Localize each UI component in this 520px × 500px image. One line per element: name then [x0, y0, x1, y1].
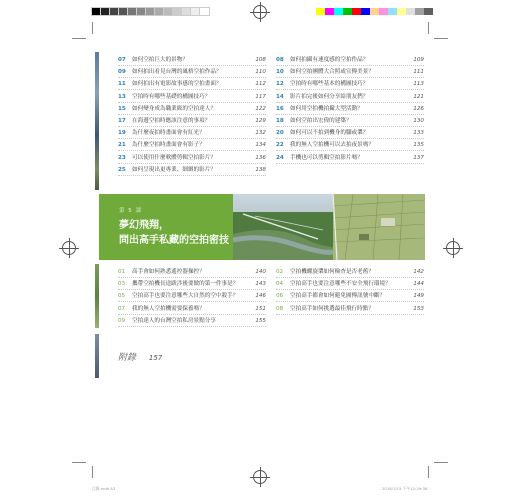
- toc-entry-page: 143: [255, 281, 266, 288]
- toc-entry-page: 140: [255, 269, 266, 275]
- toc-entry-number: 06: [276, 293, 284, 300]
- toc-entry: [276, 115, 424, 127]
- toc-entry: [276, 54, 424, 66]
- photo-strip: [95, 52, 99, 190]
- toc-entry-title: 空拍高手也要注意哪些不安全飛行環境？: [290, 281, 391, 288]
- toc-entry-title: 空拍高手也要注意哪些大自然的空中殺手？: [132, 293, 239, 300]
- toc-entry-page: 130: [413, 118, 424, 124]
- crop-mark: [92, 22, 93, 34]
- registration-mark-right: [446, 241, 460, 255]
- toc-entry-number: 03: [118, 281, 126, 288]
- toc-entry: [118, 127, 266, 139]
- crop-mark: [434, 38, 448, 39]
- appendix-label: 附錄: [118, 353, 137, 363]
- toc-entry-number: 23: [118, 154, 126, 161]
- toc-entry-title: 如何空拍出宏偉的建築？: [290, 118, 352, 124]
- toc-entry-title: 如何呈現出更專業、細緻的影片？: [132, 166, 216, 173]
- toc-entry-page: 146: [255, 293, 266, 300]
- toc-entry-page: 110: [255, 69, 266, 76]
- toc-entry: [276, 91, 424, 103]
- crop-mark: [72, 462, 86, 463]
- toc-entry: [118, 139, 266, 151]
- registration-mark-bottom: [253, 470, 267, 484]
- toc-entry-rule: [118, 326, 266, 327]
- toc-entry-number: 08: [276, 57, 284, 63]
- toc-entry-page: 129: [255, 118, 266, 124]
- toc-entry-title: 可以使用什麼軟體剪輯空拍影片？: [132, 154, 216, 161]
- toc-entry-title: 空拍時有哪些基本的構圖技巧？: [290, 81, 369, 88]
- toc-entry: [276, 266, 424, 278]
- toc-entry-page: 113: [413, 81, 424, 88]
- toc-entry-page: 136: [255, 154, 266, 161]
- crop-mark: [428, 466, 429, 478]
- toc-entry-page: 108: [255, 57, 266, 63]
- toc-entry-page: 144: [413, 281, 424, 288]
- toc-entry-page: 133: [413, 130, 424, 137]
- chapter-label: 第 5 課: [119, 208, 142, 214]
- crop-mark: [434, 462, 448, 463]
- registration-mark-top: [253, 5, 267, 19]
- toc-entry: [276, 103, 424, 115]
- toc-entry-number: 20: [276, 130, 284, 137]
- toc-entry-page: 155: [255, 317, 266, 324]
- appendix-page: 157: [148, 354, 163, 362]
- toc-entry-page: 111: [413, 69, 424, 76]
- toc-entry-page: 117: [255, 93, 266, 100]
- toc-entry-page: 138: [255, 166, 266, 173]
- footer-left: 目錄.indd A3: [92, 486, 116, 491]
- toc-entry-page: 126: [413, 105, 424, 112]
- toc-entry-number: 01: [118, 269, 126, 275]
- toc-entry-number: 21: [118, 142, 126, 149]
- toc-entry: [276, 66, 424, 78]
- toc-entry-number: 10: [276, 69, 284, 76]
- toc-entry-number: 11: [118, 81, 126, 88]
- toc-entry: [118, 290, 266, 302]
- toc-entry: [276, 78, 424, 90]
- toc-entry: [118, 115, 266, 127]
- toc-entry-page: 109: [413, 57, 424, 63]
- toc-entry-title: 為什麼空拍時畫面會有影子？: [132, 142, 205, 149]
- grayscale-bar: [92, 8, 209, 15]
- toc-entry-number: 07: [118, 57, 126, 63]
- toc-entry-number: 12: [276, 81, 284, 88]
- toc-entry: [118, 78, 266, 90]
- toc-entry-page: 134: [255, 142, 266, 149]
- crop-mark: [428, 22, 429, 34]
- appendix-entry: [118, 350, 162, 363]
- toc-entry-number: 13: [118, 93, 126, 100]
- toc-entry-title: 如何變身成為職業級的空拍達人？: [132, 105, 216, 112]
- toc-entry-number: 16: [276, 105, 284, 112]
- toc-entry-page: 137: [413, 154, 424, 161]
- toc-entry-page: 121: [413, 93, 424, 100]
- toc-entry-number: 07: [118, 305, 126, 312]
- toc-entry-title: 空拍高手都會如何避免圖傳訊號中斷？: [290, 293, 386, 300]
- toc-entry-title: 空拍機螺旋槳如何檢查是否老舊？: [290, 269, 374, 275]
- toc-entry-title: 手機也可以剪輯空拍影片嗎？: [290, 154, 363, 161]
- toc-entry-rule: [276, 163, 424, 164]
- toc-entry-title: 在海邊空拍時應該注意的事項？: [132, 118, 211, 124]
- toc-entry-number: 09: [118, 317, 126, 324]
- toc-entry: [276, 303, 424, 315]
- chapter-banner: [99, 194, 425, 260]
- toc-entry-page: 135: [413, 142, 424, 149]
- toc-entry: [118, 315, 266, 327]
- toc-entry-title: 空拍時有哪些基礎的構圖技巧？: [132, 93, 211, 100]
- crop-mark: [72, 38, 86, 39]
- toc-entry-title: 為什麼夜拍時畫面會有紅光？: [132, 130, 205, 137]
- toc-entry-number: 19: [118, 130, 126, 137]
- toc-entry-rule: [118, 175, 266, 176]
- toc-entry-title: 空拍達人的台灣空拍私房景點分享: [132, 317, 216, 324]
- photo-strip: [95, 264, 99, 328]
- toc-entry-title: 攜帶空拍機長途跋涉後要做的第一件事是？: [132, 281, 239, 288]
- toc-entry: [118, 278, 266, 290]
- toc-entry: [276, 152, 424, 164]
- chapter-title-panel: [99, 194, 233, 260]
- toc-entry-number: 18: [276, 118, 284, 124]
- toc-entry-title: 影片拍完後如何分享給朋友們？: [290, 93, 369, 100]
- toc-entry-number: 08: [276, 305, 284, 312]
- toc-entry-number: 04: [276, 281, 284, 288]
- registration-mark-left: [62, 241, 76, 255]
- toc-entry-number: 14: [276, 93, 284, 100]
- toc-entry-rule: [276, 314, 424, 315]
- toc-entry-number: 02: [276, 269, 284, 275]
- toc-entry-title: 高手會如何熟悉遙控器操控？: [132, 269, 205, 275]
- toc-entry-title: 我的無人空拍機可以去拍夜景嗎？: [290, 142, 374, 149]
- toc-entry-page: 149: [413, 293, 424, 300]
- toc-entry: [118, 103, 266, 115]
- toc-entry-number: 17: [118, 118, 126, 124]
- toc-entry-page: 151: [255, 305, 266, 312]
- toc-entry: [276, 139, 424, 151]
- toc-entry: [276, 278, 424, 290]
- toc-entry-number: 22: [276, 142, 284, 149]
- toc-entry: [276, 290, 424, 302]
- toc-entry-number: 09: [118, 69, 126, 76]
- toc-entry: [118, 266, 266, 278]
- chapter-title-line1: 夢幻飛翔，: [119, 220, 169, 231]
- toc-entry-title: 如何用空拍機拍攝大型活動？: [290, 105, 363, 112]
- toc-entry: [118, 66, 266, 78]
- toc-entry-title: 我的無人空拍機需要保養嗎？: [132, 305, 205, 312]
- color-bar: [316, 8, 433, 15]
- toc-entry-title: 如何空拍巨大的景物？: [132, 57, 188, 63]
- toc-entry: [118, 54, 266, 66]
- chapter-title-line2: 問出高手私藏的空拍密技: [119, 235, 229, 246]
- toc-entry: [118, 303, 266, 315]
- toc-entry: [118, 164, 266, 176]
- toc-entry-number: 24: [276, 154, 284, 161]
- toc-entry: [118, 152, 266, 164]
- toc-entry-number: 15: [118, 105, 126, 112]
- toc-entry: [118, 91, 266, 103]
- photo-strip: [95, 334, 99, 378]
- toc-entry-title: 如何拍攝有速度感的空拍作品？: [290, 57, 369, 63]
- toc-entry-page: 142: [413, 269, 424, 275]
- toc-entry: [276, 127, 424, 139]
- toc-entry-title: 如何拍出有電影故事感的空拍畫面？: [132, 81, 222, 88]
- toc-entry-number: 05: [118, 293, 126, 300]
- crop-mark: [92, 466, 93, 478]
- aerial-photo: [233, 194, 425, 260]
- toc-entry-page: 112: [255, 81, 266, 88]
- toc-entry-title: 如何可以不拍到機身的腳或槳？: [290, 130, 369, 137]
- toc-entry-page: 132: [255, 130, 266, 137]
- footer-right: 2018/1/15 下午12:29:36: [382, 486, 428, 491]
- toc-entry-page: 122: [255, 105, 266, 112]
- toc-entry-number: 25: [118, 166, 126, 173]
- toc-entry-title: 如何空拍團體大合照或宣傳美景？: [290, 69, 374, 76]
- toc-entry-page: 153: [413, 305, 424, 312]
- toc-entry-title: 空拍高手如何挑選最佳飛行時點？: [290, 305, 374, 312]
- toc-entry-title: 如何拍出看見台灣的風格空拍作品？: [132, 69, 222, 76]
